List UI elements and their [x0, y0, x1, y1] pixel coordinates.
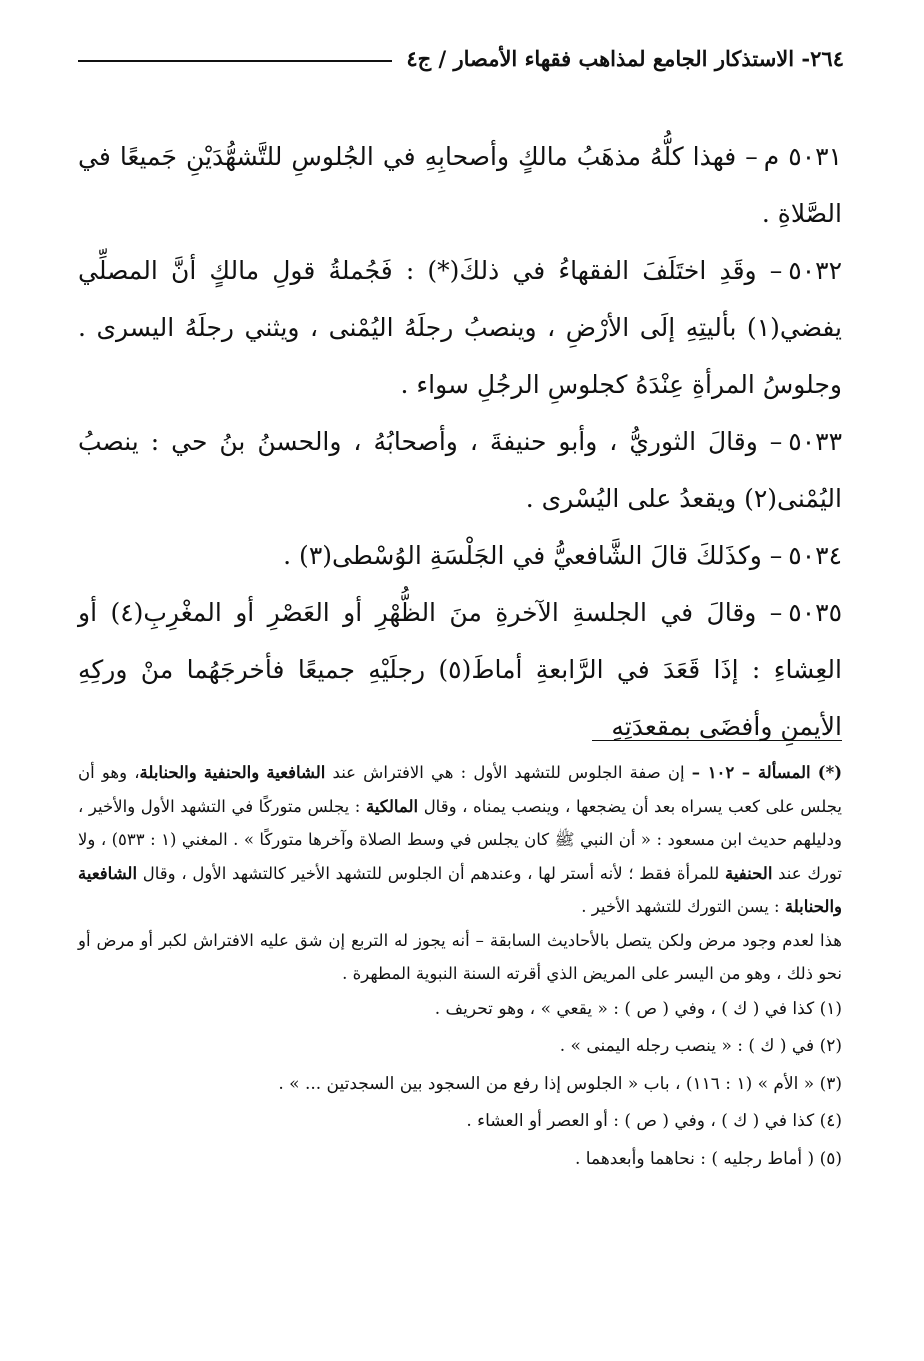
- paragraph: [78, 128, 842, 242]
- footnote: [78, 1066, 842, 1104]
- footnote-number: (٤): [819, 1111, 842, 1131]
- note-conj: و: [834, 897, 842, 916]
- main-text: [78, 128, 842, 755]
- footnote-text: كذا في ( ك ) ، وفي ( ص ) : « يقعي » ، وهو تحريف .: [434, 998, 815, 1019]
- masala-note: [78, 756, 842, 924]
- notes-section: [78, 756, 842, 1178]
- running-header: ٢٦٤- الاستذكار الجامع لمذاهب فقهاء الأمصار / ج٤: [406, 45, 844, 71]
- footnote-number: (٣): [819, 1073, 842, 1094]
- paragraph-number: ٥٠٣٤: [788, 541, 842, 570]
- note-text: إن صفة الجلوس للتشهد الأول : هي الافتراش عند: [332, 763, 685, 782]
- footnote-text: ( أماط رجليه ) : نحاهما وأبعدهما .: [575, 1148, 815, 1169]
- madhhab-name: المالكية: [365, 796, 419, 816]
- paragraph: [78, 527, 842, 584]
- masala-marker: (*): [817, 763, 843, 782]
- footnote-number: (٥): [819, 1148, 842, 1169]
- paragraph: [78, 413, 842, 527]
- paragraph-text: – وقَدِ اختَلَفَ الفقهاءُ في ذلكَ(*) : فَجُملةُ قولِ مالكٍ أنَّ المصلِّي يفضي(١) بأليتِهِ إلَى الأرْضِ ، وينصبُ رجلَهُ اليُمْنى ، ويثني رجلَهُ اليسرى . وجلوسُ المرأةِ عِنْدَهُ كجلوسِ الرجُلِ سواء .: [78, 256, 842, 399]
- footnote: [78, 1028, 842, 1066]
- footnote-text: « الأم » (١ : ١١٦) ، باب « الجلوس إذا رفع من السجود بين السجدتين ... » .: [278, 1073, 815, 1094]
- paragraph-number: ٥٠٣٣: [788, 427, 842, 456]
- note-text: للمرأة فقط ؛ لأنه أستر لها ، وعندهم أن الجلوس للتشهد الأخير كالتشهد الأول ، وقال: [142, 863, 720, 883]
- footnote: [78, 1141, 842, 1179]
- note-text: : يسن التورك للتشهد الأخير .: [581, 897, 780, 916]
- paragraph: [78, 584, 842, 755]
- paragraph-number: ٥٠٣١ م: [763, 142, 842, 171]
- footnote: [78, 991, 842, 1029]
- footnote: [78, 1103, 842, 1141]
- paragraph-number: ٥٠٣٥: [788, 598, 843, 627]
- paragraph-text: – وقالَ الثوريُّ ، وأبو حنيفةَ ، وأصحابُهُ ، والحسنُ بنُ حي : ينصبُ اليُمْنى(٢) ويقعدُ على اليُسْرى .: [78, 427, 842, 513]
- page-header: [78, 38, 844, 78]
- paragraph-text: – وقالَ في الجلسةِ الآخرةِ منَ الظُّهْرِ أو العَصْرِ أو المغْرِبِ(٤) أو العِشاءِ : إذَا قَعَدَ في الرَّابعةِ أماطَ(٥) رجلَيْهِ جميعًا فأخرجَهُما منْ وركِهِ الأيمنِ وأفضَى بمقعدَتِهِ: [78, 598, 842, 741]
- header-rule: [78, 60, 392, 62]
- madhhab-name: الحنفية: [724, 863, 773, 883]
- masala-label: المسألة – ١٠٢ –: [691, 763, 811, 782]
- masala-note-continued: هذا لعدم وجود مرض ولكن يتصل بالأحاديث السابقة – أنه يجوز له التربع إن شق عليه الافتراش لكبر أو مرض أو نحو ذلك ، وهو من اليسر على المريض الذي أقرته السنة النبوية المطهرة .: [78, 930, 842, 983]
- footnotes: [78, 991, 842, 1179]
- note-text: ، وهو أن يجلس على كعب يسراه بعد أن يضجعها ، وينصب يمناه ، وقال: [78, 763, 843, 816]
- madhhab-name: الحنابلة: [139, 763, 189, 782]
- note-text: : يجلس متوركًا في التشهد الأول والأخير ، ودليلهم حديث ابن مسعود : « أن النبي ﷺ كان يجلس في وسط الصلاة وآخرها متوركًا » . المغني (١ : ٥٣٣) ، ولا تورك عند: [78, 796, 843, 883]
- footnote-number: (١): [819, 998, 842, 1019]
- madhhab-name: الشافعية: [266, 763, 326, 782]
- paragraph-text: – وكذَلكَ قالَ الشَّافعيُّ في الجَلْسَةِ الوُسْطى(٣) .: [283, 541, 783, 570]
- paragraph-number: ٥٠٣٢: [788, 256, 842, 285]
- madhhab-name: الحنابلة: [784, 897, 835, 916]
- paragraph-text: – فهذا كلُّهُ مذهَبُ مالكٍ وأصحابِهِ في الجُلوسِ للتَّشهُّدَيْنِ جَميعًا في الصَّلاةِ .: [78, 142, 842, 228]
- footnote-text: في ( ك ) : « ينصب رجله اليمنى » .: [559, 1036, 815, 1056]
- note-conj: و: [188, 763, 197, 782]
- paragraph: [78, 242, 842, 413]
- footnote-text: كذا في ( ك ) ، وفي ( ص ) : أو العصر أو العشاء .: [466, 1111, 815, 1131]
- note-conj: و: [251, 763, 260, 782]
- madhhab-name: الحنفية: [203, 763, 252, 782]
- footnote-divider: [592, 740, 842, 741]
- madhhab-name: الشافعية: [78, 863, 138, 883]
- footnote-number: (٢): [819, 1036, 842, 1056]
